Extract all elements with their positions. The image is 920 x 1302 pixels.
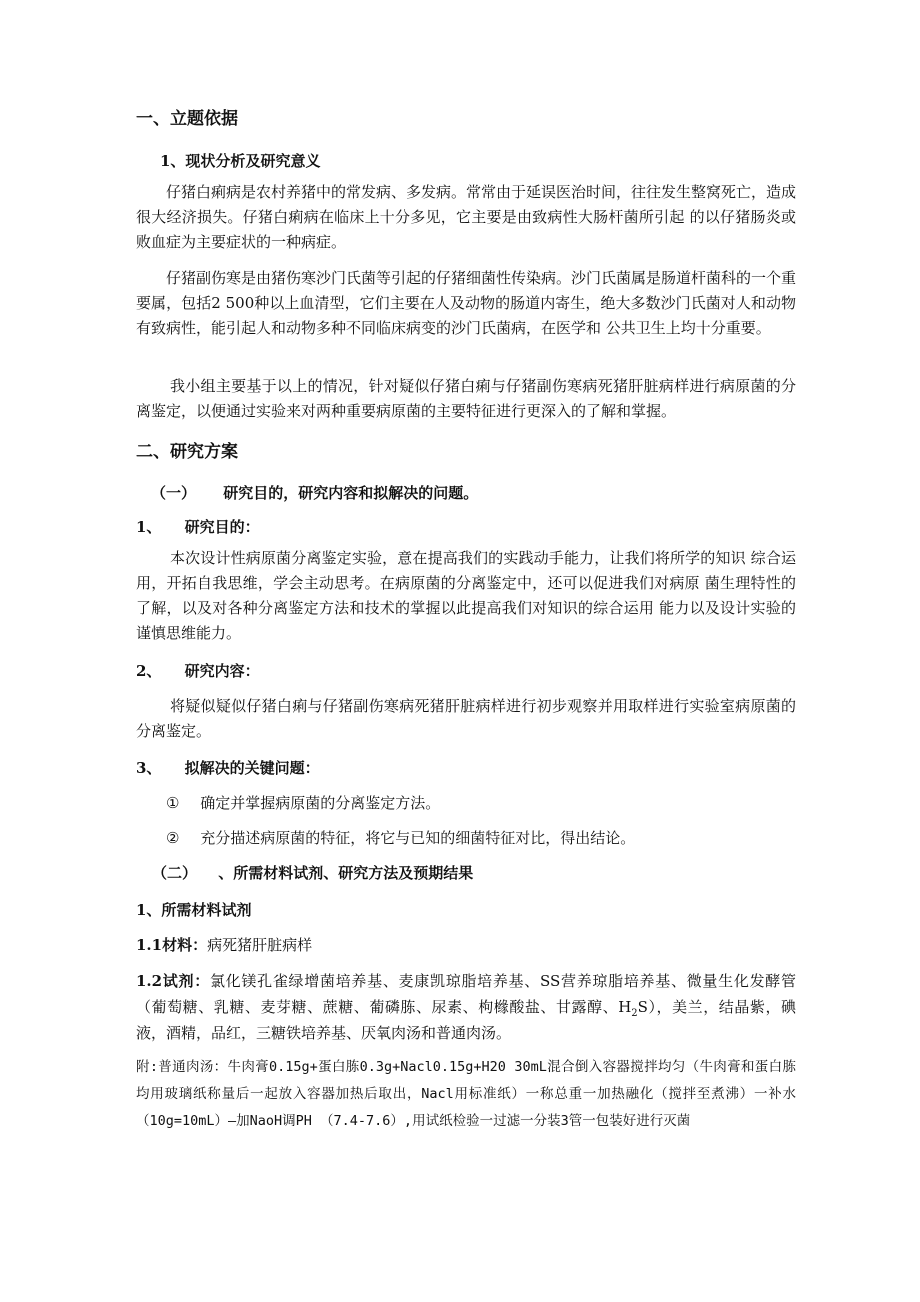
item-1-heading — [136, 516, 796, 538]
materials-text: 病死猪肝脏病样 — [207, 936, 313, 954]
list-marker: ① — [166, 794, 180, 812]
paragraph-piglet-dysentery: 仔猪白痢病是农村养猪中的常发病、多发病。常常由于延误医治时间，往往发生整窝死亡，造成很大经济损失。仔猪白痢病在临床上十分多见，它主要是由致病性大肠杆菌所引起 的以仔猪肠炎或败血症为主要症状的一种病症。 — [136, 183, 797, 251]
item-3-heading — [136, 757, 796, 779]
paragraph-group-basis: 我小组主要基于以上的情况，针对疑似仔猪白痢与仔猪副伤寒病死猪肝脏病样进行病原菌的分离鉴定，以便通过实验来对两种重要病原菌的主要特征进行更深入的了解和掌握。 — [136, 377, 796, 420]
item-2-number: 2、 — [136, 662, 162, 680]
part-2-number: （二） — [152, 864, 198, 882]
section-2-heading: 二、研究方案 — [136, 442, 238, 462]
materials-line — [136, 934, 796, 956]
item-materials-heading: 1、所需材料试剂 — [136, 901, 252, 919]
reagents-subscript: 2 — [631, 1008, 638, 1019]
list-marker: ② — [166, 829, 180, 847]
item-3-title: 拟解决的关键问题： — [184, 759, 320, 777]
item-3-number: 3、 — [136, 759, 162, 777]
reagents-text-b: S），美兰，结晶紫，碘液，酒精，品红，三糖铁培养基、厌氧肉汤和普通肉汤。 — [136, 998, 796, 1042]
reagents-paragraph — [136, 968, 796, 1046]
part-2-heading — [152, 862, 812, 884]
section-1-heading: 一、立题依据 — [136, 109, 238, 129]
materials-label: 1.1材料： — [136, 936, 208, 954]
broth-note-paragraph: 附:普通肉汤：牛肉膏0.15g+蛋白胨0.3g+Nacl0.15g+H20 30mL混合倒入容器搅拌均匀（牛肉膏和蛋白胨均用玻璃纸称量后一起放入容器加热后取出，Nacl用标准纸）一称总重一加热融化（搅拌至煮沸）一补水（10g=10mL）—加NaoH调PH （7.4-7.6）,用试纸检验一过滤一分装3管一包装好进行灭菌 — [136, 1059, 796, 1129]
list-item — [166, 792, 826, 814]
subsection-1-heading: 1、现状分析及研究意义 — [160, 152, 321, 170]
paragraph-research-content: 将疑似疑似仔猪白痢与仔猪副伤寒病死猪肝脏病样进行初步观察并用取样进行实验室病原菌的分离鉴定。 — [136, 697, 796, 740]
reagents-text-a: 氯化镁孔雀绿增菌培养基、麦康凯琼脂培养基、SS营养琼脂培养基、微量生化发酵管（葡萄糖、乳糖、麦芽糖、蔗糖、葡磷胨、尿素、枸橼酸盐、甘露醇、H — [136, 972, 796, 1016]
item-1-title: 研究目的： — [184, 518, 260, 536]
paragraph-research-purpose: 本次设计性病原菌分离鉴定实验，意在提高我们的实践动手能力，让我们将所学的知识 综合运用，开拓自我思维，学会主动思考。在病原菌的分离鉴定中，还可以促进我们对病原 菌生理特性的了解，以及对各种分离鉴定方法和技术的掌握以此提高我们对知识的综合运用 能力以及设计实验的谨慎思维能力。 — [136, 549, 796, 642]
item-1-number: 1、 — [136, 518, 162, 536]
list-item-text: 确定并掌握病原菌的分离鉴定方法。 — [200, 794, 441, 812]
part-1-heading — [151, 482, 811, 504]
reagents-label: 1.2试剂： — [136, 972, 210, 990]
part-2-title: 、所需材料试剂、研究方法及预期结果 — [218, 864, 474, 882]
part-1-number: （一） — [151, 484, 197, 502]
paragraph-paratyphoid: 仔猪副伤寒是由猪伤寒沙门氏菌等引起的仔猪细菌性传染病。沙门氏菌属是肠道杆菌科的一个重要属，包括2 500种以上血清型，它们主要在人及动物的肠道内寄生，绝大多数沙门氏菌对人和动物有致病性，能引起人和动物多种不同临床病变的沙门氏菌病，在医学和 公共卫生上均十分重要。 — [136, 269, 797, 337]
item-2-title: 研究内容： — [184, 662, 260, 680]
item-2-heading — [136, 660, 796, 682]
list-item — [166, 827, 826, 849]
part-1-title: 研究目的，研究内容和拟解决的问题。 — [223, 484, 479, 502]
list-item-text: 充分描述病原菌的特征，将它与已知的细菌特征对比，得出结论。 — [200, 829, 636, 847]
